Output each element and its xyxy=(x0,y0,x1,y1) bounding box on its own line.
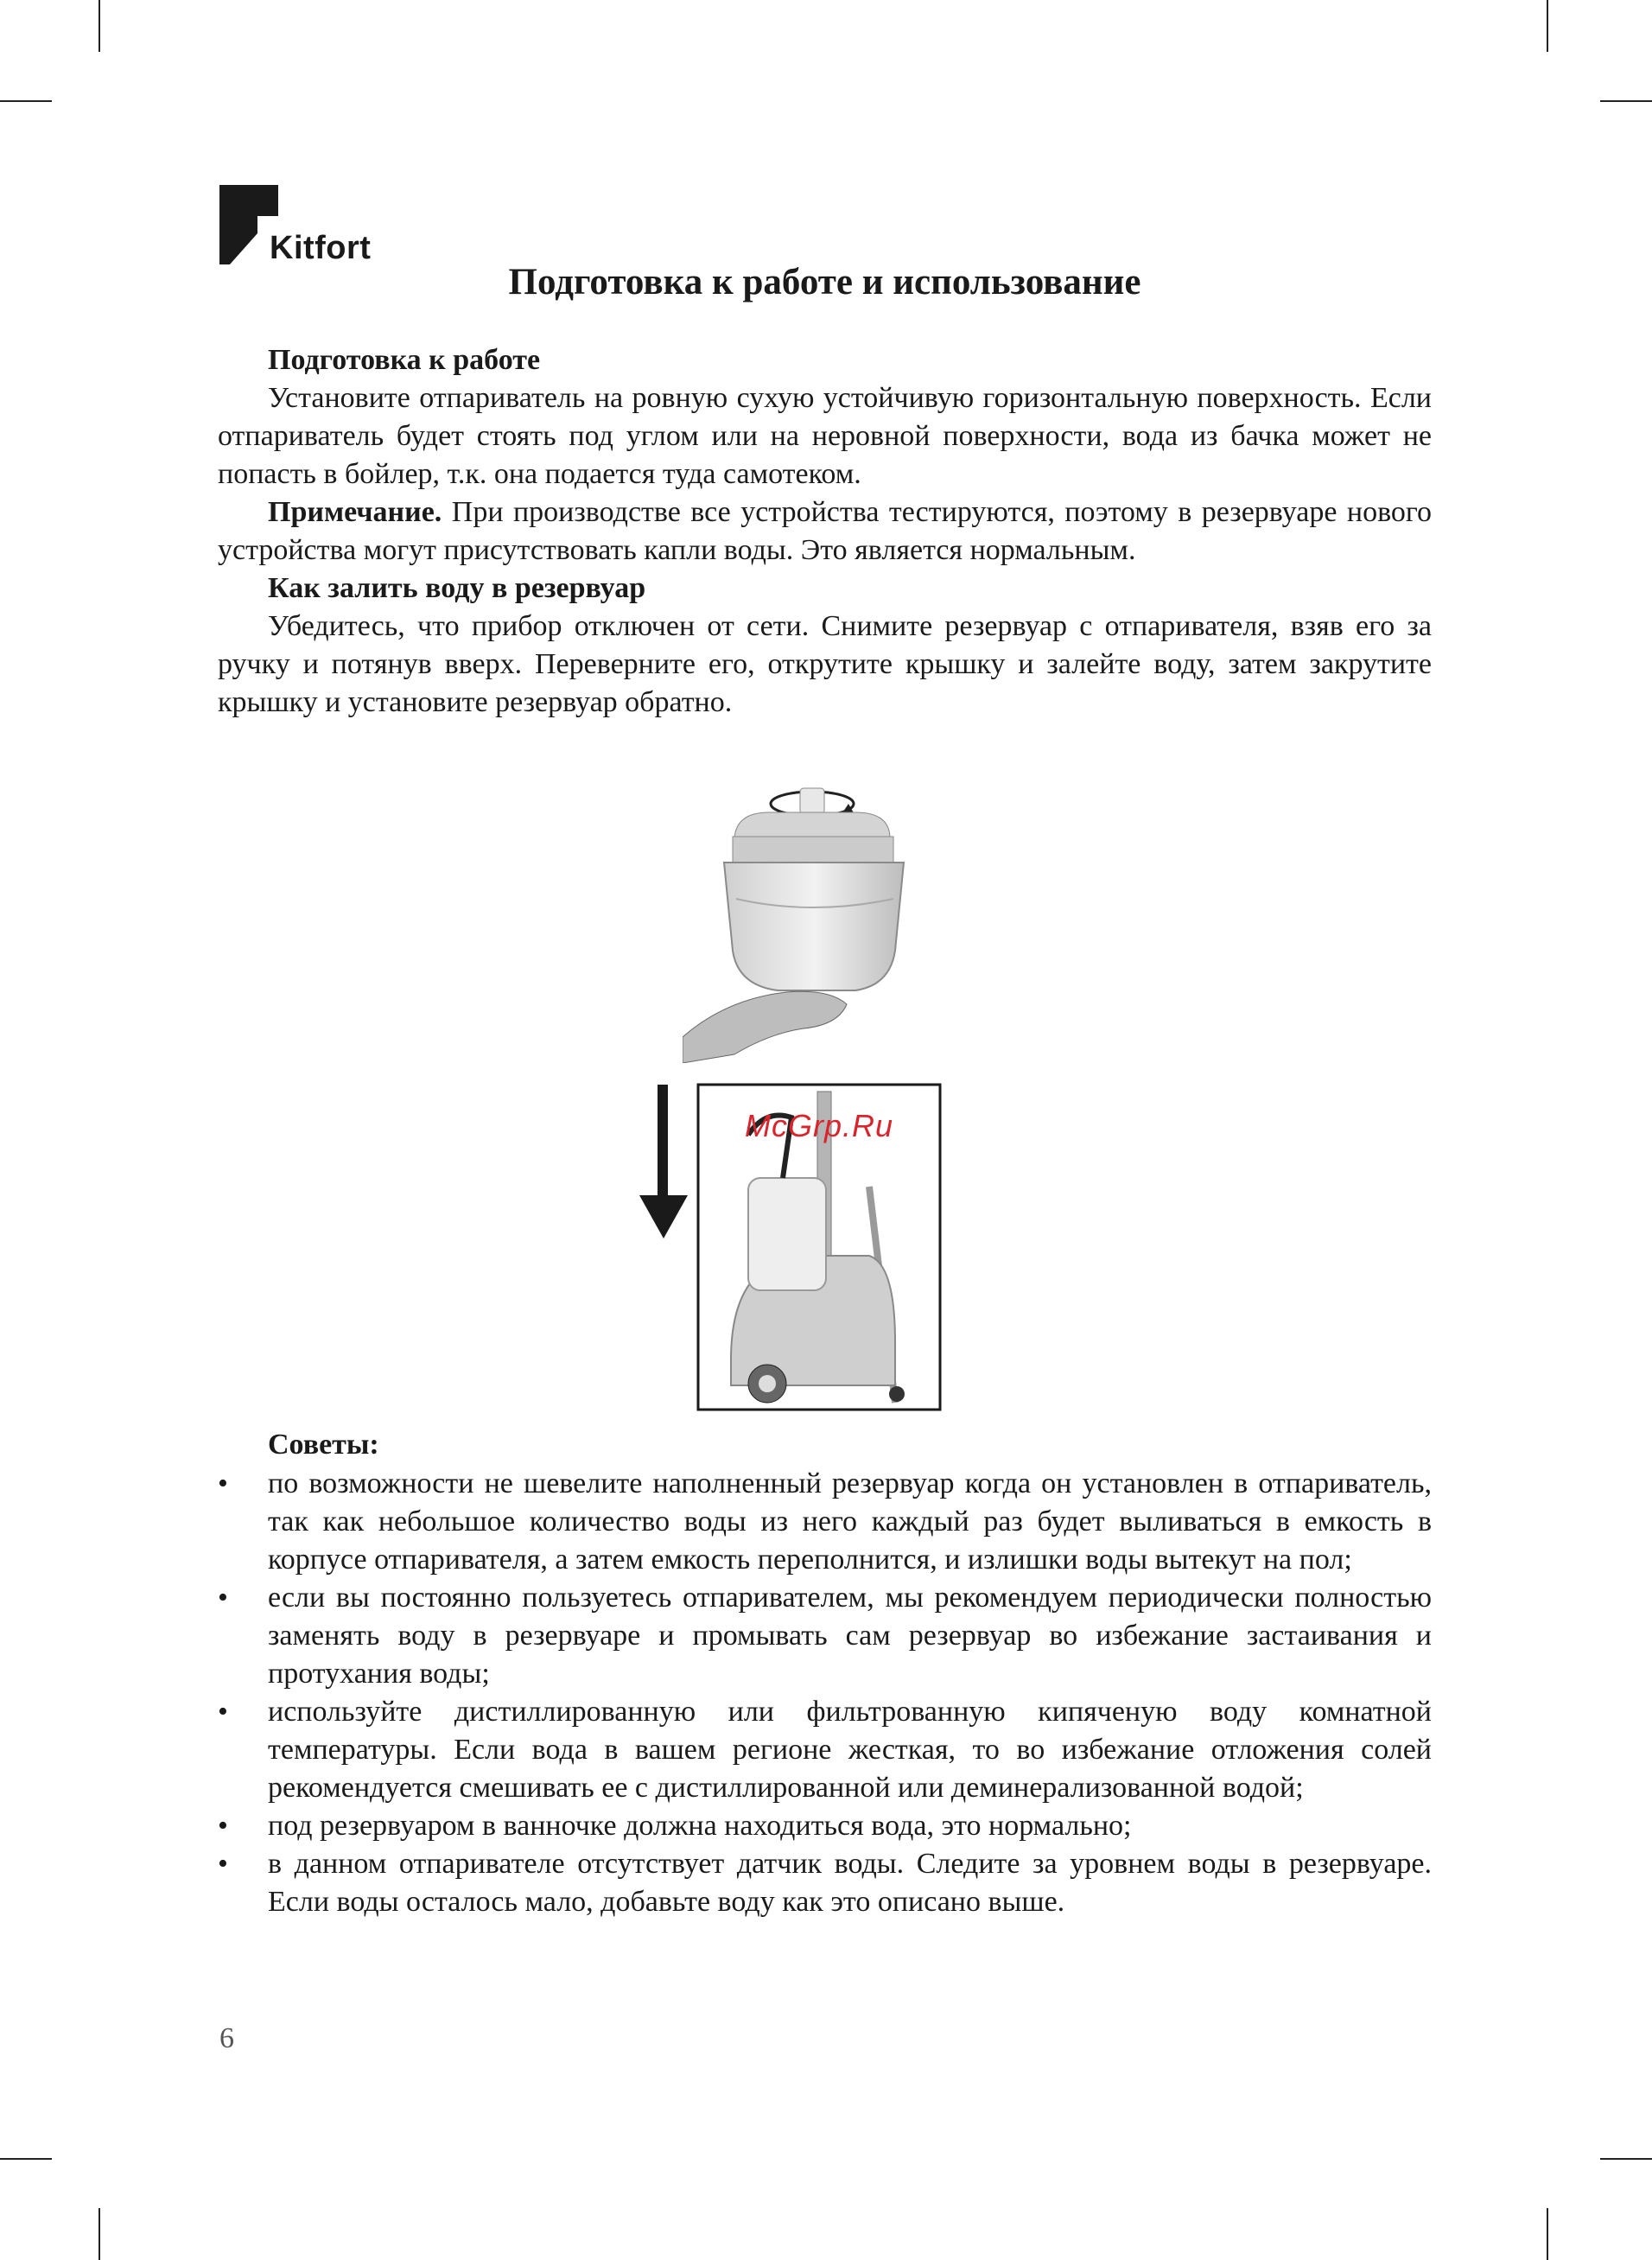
note-text: При производстве все устройства тестируются, поэтому в резервуаре нового устройства могут присутствовать капли воды. Это является нормальным. xyxy=(218,496,1432,566)
list-item xyxy=(218,1465,1432,1579)
paragraph-fill: Убедитесь, что прибор отключен от сети. Снимите резервуар с отпаривателя, взяв его за ручку и потянув вверх. Переверните его, открутите крышку и залейте воду, затем закрутите крышку и установите резервуар обратно. xyxy=(218,610,1432,718)
intro-content xyxy=(218,341,1432,722)
list-item xyxy=(218,1579,1432,1693)
crop-mark xyxy=(1547,0,1548,52)
page-number: 6 xyxy=(219,2022,234,2054)
crop-mark xyxy=(98,0,100,52)
bullet: • xyxy=(218,1582,228,1614)
water-tank-illustration xyxy=(683,778,924,1063)
tip-text: в данном отпаривателе отсутствует датчик воды. Следите за уровнем воды в резервуаре. Если воды осталось мало, добавьте воду как это описано выше. xyxy=(268,1848,1432,1918)
bullet: • xyxy=(218,1810,228,1842)
crop-mark xyxy=(1600,2158,1652,2160)
tip-text: по возможности не шевелите наполненный резервуар когда он установлен в отпариватель, так как небольшое количество воды из него каждый раз будет выливаться в емкость в корпусе отпаривателя, а затем емкость переполнится, и излишки воды вытекут на пол; xyxy=(268,1467,1432,1576)
page-title: Подготовка к работе и использование xyxy=(508,262,1141,302)
watermark-text: McGrp.Ru xyxy=(745,1108,894,1143)
crop-mark xyxy=(1547,2208,1548,2260)
paragraph-prep: Установите отпариватель на ровную сухую устойчивую горизонтальную поверхность. Если отпариватель будет стоять под углом или на неровной поверхности, вода из бачка может не попасть в бойлер, т.к. она подается туда самотеком. xyxy=(218,382,1432,490)
note-label: Примечание. xyxy=(268,496,442,528)
list-item xyxy=(218,1807,1432,1845)
brand-name: Kitfort xyxy=(270,230,372,266)
crop-mark xyxy=(1600,100,1652,102)
paragraph-note xyxy=(218,493,1432,570)
crop-mark xyxy=(98,2208,100,2260)
tips-heading: Советы: xyxy=(268,1429,379,1461)
list-item xyxy=(218,1845,1432,1921)
tip-text: под резервуаром в ванночке должна находиться вода, это нормально; xyxy=(268,1810,1132,1842)
tip-text: используйте дистиллированную или фильтрованную кипяченую воду комнатной температуры. Если вода в вашем регионе жесткая, то во избежание отложения солей рекомендуется смешивать ее с дистиллированной или деминерализованной водой; xyxy=(268,1696,1432,1804)
down-arrow-icon xyxy=(638,1085,689,1240)
tip-text: если вы постоянно пользуетесь отпаривателем, мы рекомендуем периодически полностью заменять воду в резервуаре и промывать сам резервуар во избежание застаивания и протухания воды; xyxy=(268,1582,1432,1690)
section-heading-prep: Подготовка к работе xyxy=(268,344,541,376)
section-heading-fill: Как залить воду в резервуар xyxy=(268,572,646,604)
bullet: • xyxy=(218,1467,228,1499)
list-item xyxy=(218,1693,1432,1807)
crop-mark xyxy=(0,2158,52,2160)
tips-list xyxy=(218,1465,1432,1921)
crop-mark xyxy=(0,100,52,102)
bullet: • xyxy=(218,1848,228,1880)
bullet: • xyxy=(218,1696,228,1728)
